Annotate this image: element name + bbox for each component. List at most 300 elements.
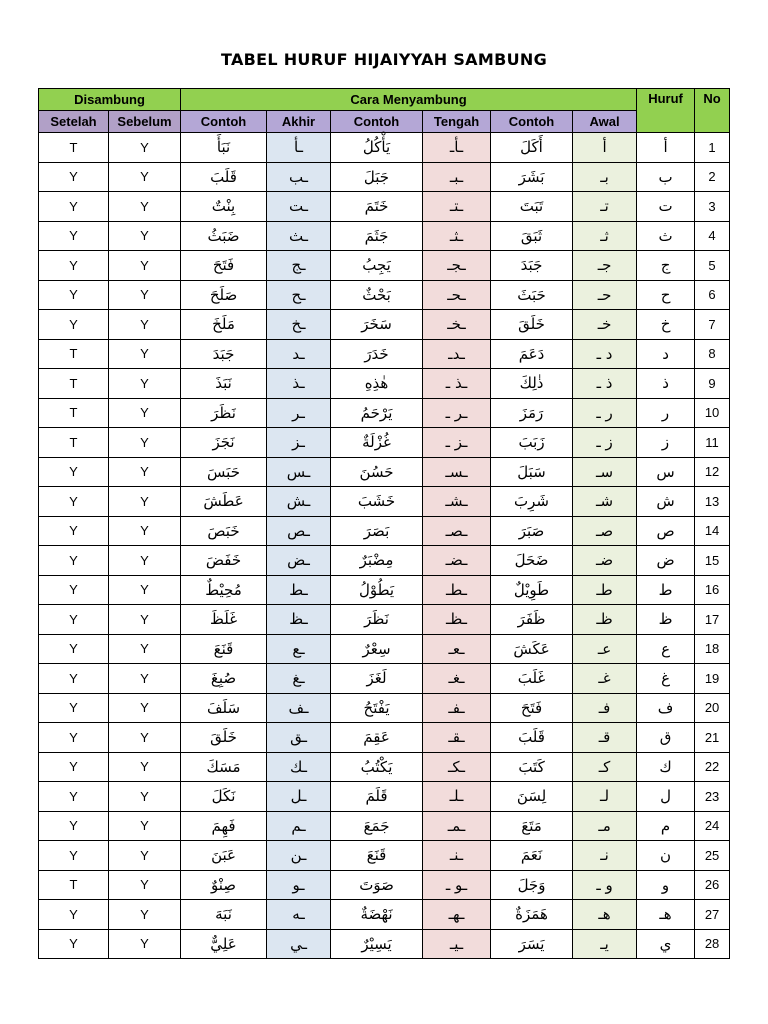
cell-awal: هـ (573, 900, 637, 930)
cell-contoh-awal: نَعَمَ (491, 841, 573, 871)
header-no: No (695, 89, 730, 133)
cell-contoh-tengah: بَصَرَ (331, 516, 423, 546)
cell-setelah: Y (39, 782, 109, 812)
cell-sebelum: Y (109, 634, 181, 664)
cell-tengah: ـز ـ (423, 428, 491, 458)
cell-tengah: ـخـ (423, 310, 491, 340)
cell-akhir: ـض (267, 546, 331, 576)
cell-setelah: T (39, 870, 109, 900)
cell-contoh-awal: خَلَقَ (491, 310, 573, 340)
header-contoh-tengah: Contoh (331, 111, 423, 133)
cell-huruf: غ (637, 664, 695, 694)
cell-awal: د ـ (573, 339, 637, 369)
cell-huruf: ك (637, 752, 695, 782)
cell-contoh-awal: ضَحَلَ (491, 546, 573, 576)
cell-no: 10 (695, 398, 730, 428)
cell-tengah: ـكـ (423, 752, 491, 782)
cell-contoh-tengah: جَمَعَ (331, 811, 423, 841)
cell-sebelum: Y (109, 280, 181, 310)
cell-no: 13 (695, 487, 730, 517)
table-row (39, 546, 730, 576)
cell-setelah: Y (39, 929, 109, 959)
cell-setelah: Y (39, 900, 109, 930)
cell-sebelum: Y (109, 457, 181, 487)
cell-awal: سـ (573, 457, 637, 487)
cell-tengah: ـر ـ (423, 398, 491, 428)
cell-tengah: ـمـ (423, 811, 491, 841)
cell-contoh-awal: أَكَلَ (491, 133, 573, 163)
cell-akhir: ـن (267, 841, 331, 871)
cell-sebelum: Y (109, 575, 181, 605)
table-row (39, 428, 730, 458)
table-row (39, 575, 730, 605)
cell-huruf: ج (637, 251, 695, 281)
cell-setelah: T (39, 339, 109, 369)
cell-tengah: ـشـ (423, 487, 491, 517)
cell-tengah: ـأـ (423, 133, 491, 163)
cell-sebelum: Y (109, 900, 181, 930)
cell-contoh-akhir: ضَبَثُ (181, 221, 267, 251)
cell-huruf: س (637, 457, 695, 487)
cell-no: 14 (695, 516, 730, 546)
cell-awal: قـ (573, 723, 637, 753)
cell-contoh-akhir: نَبَهَ (181, 900, 267, 930)
cell-contoh-awal: كَتَبَ (491, 752, 573, 782)
cell-huruf: و (637, 870, 695, 900)
cell-tengah: ـسـ (423, 457, 491, 487)
cell-contoh-awal: ثَبَقَ (491, 221, 573, 251)
cell-huruf: م (637, 811, 695, 841)
cell-sebelum: Y (109, 929, 181, 959)
cell-akhir: ـف (267, 693, 331, 723)
cell-no: 7 (695, 310, 730, 340)
cell-awal: خـ (573, 310, 637, 340)
cell-contoh-tengah: نَظَرَ (331, 605, 423, 635)
cell-sebelum: Y (109, 162, 181, 192)
hijaiyyah-table (38, 88, 730, 959)
cell-contoh-awal: لِسَنَ (491, 782, 573, 812)
cell-contoh-tengah: خَشَبَ (331, 487, 423, 517)
cell-contoh-tengah: قَلَمَ (331, 782, 423, 812)
cell-huruf: ل (637, 782, 695, 812)
cell-tengah: ـو ـ (423, 870, 491, 900)
cell-huruf: ظ (637, 605, 695, 635)
cell-contoh-awal: عَكَشَ (491, 634, 573, 664)
cell-sebelum: Y (109, 516, 181, 546)
cell-no: 23 (695, 782, 730, 812)
cell-huruf: ت (637, 192, 695, 222)
cell-akhir: ـت (267, 192, 331, 222)
cell-huruf: ش (637, 487, 695, 517)
cell-contoh-akhir: نَظَرَ (181, 398, 267, 428)
cell-tengah: ـجـ (423, 251, 491, 281)
cell-huruf: ح (637, 280, 695, 310)
cell-no: 6 (695, 280, 730, 310)
table-row (39, 251, 730, 281)
cell-awal: ثـ (573, 221, 637, 251)
table-row (39, 162, 730, 192)
cell-akhir: ـي (267, 929, 331, 959)
cell-sebelum: Y (109, 221, 181, 251)
cell-setelah: Y (39, 487, 109, 517)
cell-contoh-akhir: صِنْوٌ (181, 870, 267, 900)
cell-akhir: ـس (267, 457, 331, 487)
cell-contoh-awal: فَتَحَ (491, 693, 573, 723)
cell-contoh-tengah: عَقِمَ (331, 723, 423, 753)
cell-contoh-awal: رَمَزَ (491, 398, 573, 428)
cell-no: 1 (695, 133, 730, 163)
cell-tengah: ـيـ (423, 929, 491, 959)
cell-contoh-akhir: نَكَلَ (181, 782, 267, 812)
cell-contoh-awal: تَبَتَ (491, 192, 573, 222)
cell-huruf: ر (637, 398, 695, 428)
cell-tengah: ـقـ (423, 723, 491, 753)
table-row (39, 841, 730, 871)
cell-tengah: ـظـ (423, 605, 491, 635)
cell-no: 26 (695, 870, 730, 900)
cell-setelah: Y (39, 752, 109, 782)
cell-contoh-akhir: صَلَحَ (181, 280, 267, 310)
table-row (39, 280, 730, 310)
table-body (39, 133, 730, 959)
table-row (39, 752, 730, 782)
cell-setelah: Y (39, 841, 109, 871)
cell-huruf: خ (637, 310, 695, 340)
cell-contoh-awal: بَشَرَ (491, 162, 573, 192)
cell-sebelum: Y (109, 752, 181, 782)
cell-no: 25 (695, 841, 730, 871)
table-row (39, 605, 730, 635)
cell-awal: و ـ (573, 870, 637, 900)
cell-huruf: ض (637, 546, 695, 576)
cell-setelah: Y (39, 693, 109, 723)
table-row (39, 369, 730, 399)
cell-awal: عـ (573, 634, 637, 664)
cell-awal: شـ (573, 487, 637, 517)
cell-akhir: ـص (267, 516, 331, 546)
table-row (39, 723, 730, 753)
cell-contoh-akhir: نَبَذَ (181, 369, 267, 399)
cell-contoh-akhir: خَلَقَ (181, 723, 267, 753)
table-row (39, 133, 730, 163)
table-row (39, 487, 730, 517)
cell-akhir: ـم (267, 811, 331, 841)
cell-contoh-akhir: عَطَشَ (181, 487, 267, 517)
cell-no: 2 (695, 162, 730, 192)
cell-contoh-awal: وَجَلَ (491, 870, 573, 900)
cell-awal: غـ (573, 664, 637, 694)
cell-no: 15 (695, 546, 730, 576)
cell-contoh-awal: مَتَعَ (491, 811, 573, 841)
cell-sebelum: Y (109, 192, 181, 222)
cell-contoh-tengah: نَهْضَةٌ (331, 900, 423, 930)
cell-setelah: Y (39, 162, 109, 192)
cell-sebelum: Y (109, 723, 181, 753)
cell-no: 5 (695, 251, 730, 281)
cell-contoh-akhir: مُحِيْطٌ (181, 575, 267, 605)
cell-contoh-tengah: صَوَتَ (331, 870, 423, 900)
cell-contoh-awal: سَبَلَ (491, 457, 573, 487)
cell-akhir: ـب (267, 162, 331, 192)
cell-contoh-akhir: فَتَحَ (181, 251, 267, 281)
header-sebelum: Sebelum (109, 111, 181, 133)
cell-awal: بـ (573, 162, 637, 192)
cell-tengah: ـطـ (423, 575, 491, 605)
cell-contoh-awal: ظَفَرَ (491, 605, 573, 635)
header-awal: Awal (573, 111, 637, 133)
table-row (39, 339, 730, 369)
cell-sebelum: Y (109, 310, 181, 340)
cell-akhir: ـق (267, 723, 331, 753)
cell-awal: طـ (573, 575, 637, 605)
cell-no: 18 (695, 634, 730, 664)
cell-contoh-awal: غَلَبَ (491, 664, 573, 694)
cell-tengah: ـصـ (423, 516, 491, 546)
cell-akhir: ـذ (267, 369, 331, 399)
cell-contoh-awal: ذٰلِكَ (491, 369, 573, 399)
header-disambung: Disambung (39, 89, 181, 111)
table-row (39, 310, 730, 340)
cell-awal: مـ (573, 811, 637, 841)
cell-setelah: Y (39, 310, 109, 340)
table-row (39, 192, 730, 222)
cell-contoh-tengah: خَدَرَ (331, 339, 423, 369)
cell-contoh-akhir: عَبَنَ (181, 841, 267, 871)
cell-contoh-tengah: لَغَزَ (331, 664, 423, 694)
cell-awal: ر ـ (573, 398, 637, 428)
cell-contoh-awal: جَبَدَ (491, 251, 573, 281)
cell-contoh-akhir: سَلَفَ (181, 693, 267, 723)
header-contoh-akhir: Contoh (181, 111, 267, 133)
cell-contoh-awal: يَسَرَ (491, 929, 573, 959)
cell-setelah: Y (39, 516, 109, 546)
cell-contoh-akhir: قَنَعَ (181, 634, 267, 664)
table-row (39, 870, 730, 900)
cell-awal: حـ (573, 280, 637, 310)
cell-contoh-awal: حَبَثَ (491, 280, 573, 310)
cell-awal: جـ (573, 251, 637, 281)
cell-sebelum: Y (109, 339, 181, 369)
table-row (39, 811, 730, 841)
cell-setelah: Y (39, 546, 109, 576)
cell-contoh-akhir: فَهِمَ (181, 811, 267, 841)
cell-no: 19 (695, 664, 730, 694)
cell-contoh-akhir: خَبَصَ (181, 516, 267, 546)
cell-setelah: T (39, 133, 109, 163)
cell-tengah: ـهـ (423, 900, 491, 930)
table-row (39, 398, 730, 428)
cell-akhir: ـغ (267, 664, 331, 694)
cell-contoh-akhir: خَفَضَ (181, 546, 267, 576)
cell-awal: تـ (573, 192, 637, 222)
cell-contoh-tengah: يَأْكُلُ (331, 133, 423, 163)
cell-akhir: ـط (267, 575, 331, 605)
cell-sebelum: Y (109, 811, 181, 841)
cell-tengah: ـلـ (423, 782, 491, 812)
cell-tengah: ـغـ (423, 664, 491, 694)
cell-no: 11 (695, 428, 730, 458)
table-row (39, 929, 730, 959)
cell-huruf: ز (637, 428, 695, 458)
header-akhir: Akhir (267, 111, 331, 133)
cell-tengah: ـعـ (423, 634, 491, 664)
table-row (39, 634, 730, 664)
cell-contoh-awal: زَبَبَ (491, 428, 573, 458)
cell-no: 27 (695, 900, 730, 930)
cell-tengah: ـدـ (423, 339, 491, 369)
cell-contoh-awal: هَمَزَةٌ (491, 900, 573, 930)
cell-contoh-tengah: يَسِيْرٌ (331, 929, 423, 959)
cell-contoh-akhir: نَبَأَ (181, 133, 267, 163)
cell-setelah: Y (39, 575, 109, 605)
cell-awal: ضـ (573, 546, 637, 576)
header-cara-menyambung: Cara Menyambung (181, 89, 637, 111)
cell-tengah: ـحـ (423, 280, 491, 310)
cell-akhir: ـر (267, 398, 331, 428)
table-row (39, 221, 730, 251)
cell-akhir: ـث (267, 221, 331, 251)
cell-contoh-tengah: جَثَمَ (331, 221, 423, 251)
cell-akhir: ـل (267, 782, 331, 812)
cell-contoh-tengah: حَسُنَ (331, 457, 423, 487)
cell-setelah: T (39, 369, 109, 399)
cell-awal: لـ (573, 782, 637, 812)
cell-contoh-tengah: يَجِبُ (331, 251, 423, 281)
cell-awal: فـ (573, 693, 637, 723)
cell-no: 17 (695, 605, 730, 635)
cell-sebelum: Y (109, 487, 181, 517)
cell-sebelum: Y (109, 782, 181, 812)
cell-setelah: Y (39, 251, 109, 281)
cell-awal: صـ (573, 516, 637, 546)
cell-awal: ظـ (573, 605, 637, 635)
cell-sebelum: Y (109, 841, 181, 871)
cell-tengah: ـبـ (423, 162, 491, 192)
cell-contoh-akhir: جَبَدَ (181, 339, 267, 369)
cell-contoh-akhir: نَجَزَ (181, 428, 267, 458)
cell-sebelum: Y (109, 693, 181, 723)
cell-setelah: Y (39, 664, 109, 694)
cell-setelah: T (39, 428, 109, 458)
cell-contoh-tengah: سِعْرٌ (331, 634, 423, 664)
cell-huruf: د (637, 339, 695, 369)
table-row (39, 900, 730, 930)
cell-contoh-tengah: هٰذِهِ (331, 369, 423, 399)
cell-sebelum: Y (109, 251, 181, 281)
cell-sebelum: Y (109, 133, 181, 163)
cell-setelah: Y (39, 221, 109, 251)
cell-akhir: ـك (267, 752, 331, 782)
cell-huruf: ذ (637, 369, 695, 399)
cell-akhir: ـأ (267, 133, 331, 163)
cell-setelah: Y (39, 634, 109, 664)
cell-contoh-tengah: يَطُوْلُ (331, 575, 423, 605)
cell-contoh-akhir: غَلَظَ (181, 605, 267, 635)
cell-setelah: Y (39, 192, 109, 222)
cell-no: 24 (695, 811, 730, 841)
page-title: TABEL HURUF HIJAIYYAH SAMBUNG (221, 50, 547, 69)
table-row (39, 693, 730, 723)
cell-no: 28 (695, 929, 730, 959)
cell-contoh-tengah: جَبَلَ (331, 162, 423, 192)
cell-tengah: ـثـ (423, 221, 491, 251)
cell-contoh-awal: صَبَرَ (491, 516, 573, 546)
cell-contoh-awal: دَعَمَ (491, 339, 573, 369)
cell-sebelum: Y (109, 664, 181, 694)
cell-contoh-tengah: يَكْتُبُ (331, 752, 423, 782)
cell-akhir: ـه (267, 900, 331, 930)
cell-contoh-awal: طَوِيْلٌ (491, 575, 573, 605)
cell-sebelum: Y (109, 428, 181, 458)
cell-sebelum: Y (109, 870, 181, 900)
cell-huruf: ن (637, 841, 695, 871)
cell-awal: يـ (573, 929, 637, 959)
cell-akhir: ـز (267, 428, 331, 458)
cell-contoh-akhir: قَلَبَ (181, 162, 267, 192)
cell-setelah: Y (39, 723, 109, 753)
cell-huruf: ي (637, 929, 695, 959)
cell-akhir: ـع (267, 634, 331, 664)
cell-contoh-tengah: يَفْتَحُ (331, 693, 423, 723)
cell-huruf: ث (637, 221, 695, 251)
cell-awal: ذ ـ (573, 369, 637, 399)
cell-akhir: ـد (267, 339, 331, 369)
cell-sebelum: Y (109, 546, 181, 576)
cell-tengah: ـفـ (423, 693, 491, 723)
cell-contoh-tengah: بَحْثٌ (331, 280, 423, 310)
cell-huruf: أ (637, 133, 695, 163)
cell-no: 4 (695, 221, 730, 251)
cell-akhir: ـخ (267, 310, 331, 340)
cell-no: 16 (695, 575, 730, 605)
cell-huruf: ط (637, 575, 695, 605)
cell-setelah: T (39, 398, 109, 428)
cell-no: 9 (695, 369, 730, 399)
cell-contoh-akhir: عَلِيٌّ (181, 929, 267, 959)
cell-no: 8 (695, 339, 730, 369)
cell-contoh-awal: شَرِبَ (491, 487, 573, 517)
cell-contoh-akhir: مَلَخَ (181, 310, 267, 340)
cell-akhir: ـج (267, 251, 331, 281)
cell-no: 3 (695, 192, 730, 222)
cell-setelah: Y (39, 280, 109, 310)
cell-contoh-tengah: مِضْبَرٌ (331, 546, 423, 576)
table-row (39, 782, 730, 812)
cell-awal: ز ـ (573, 428, 637, 458)
table-row (39, 516, 730, 546)
cell-contoh-tengah: يَرْحَمُ (331, 398, 423, 428)
cell-contoh-tengah: غُزْلَةٌ (331, 428, 423, 458)
cell-akhir: ـش (267, 487, 331, 517)
table-row (39, 457, 730, 487)
cell-no: 22 (695, 752, 730, 782)
cell-huruf: ق (637, 723, 695, 753)
cell-awal: كـ (573, 752, 637, 782)
cell-tengah: ـضـ (423, 546, 491, 576)
cell-setelah: Y (39, 457, 109, 487)
cell-setelah: Y (39, 811, 109, 841)
cell-contoh-tengah: خَتَمَ (331, 192, 423, 222)
cell-contoh-akhir: حَبَسَ (181, 457, 267, 487)
cell-no: 20 (695, 693, 730, 723)
cell-tengah: ـذ ـ (423, 369, 491, 399)
cell-tengah: ـتـ (423, 192, 491, 222)
cell-no: 21 (695, 723, 730, 753)
cell-sebelum: Y (109, 398, 181, 428)
cell-sebelum: Y (109, 605, 181, 635)
cell-huruf: ب (637, 162, 695, 192)
cell-sebelum: Y (109, 369, 181, 399)
